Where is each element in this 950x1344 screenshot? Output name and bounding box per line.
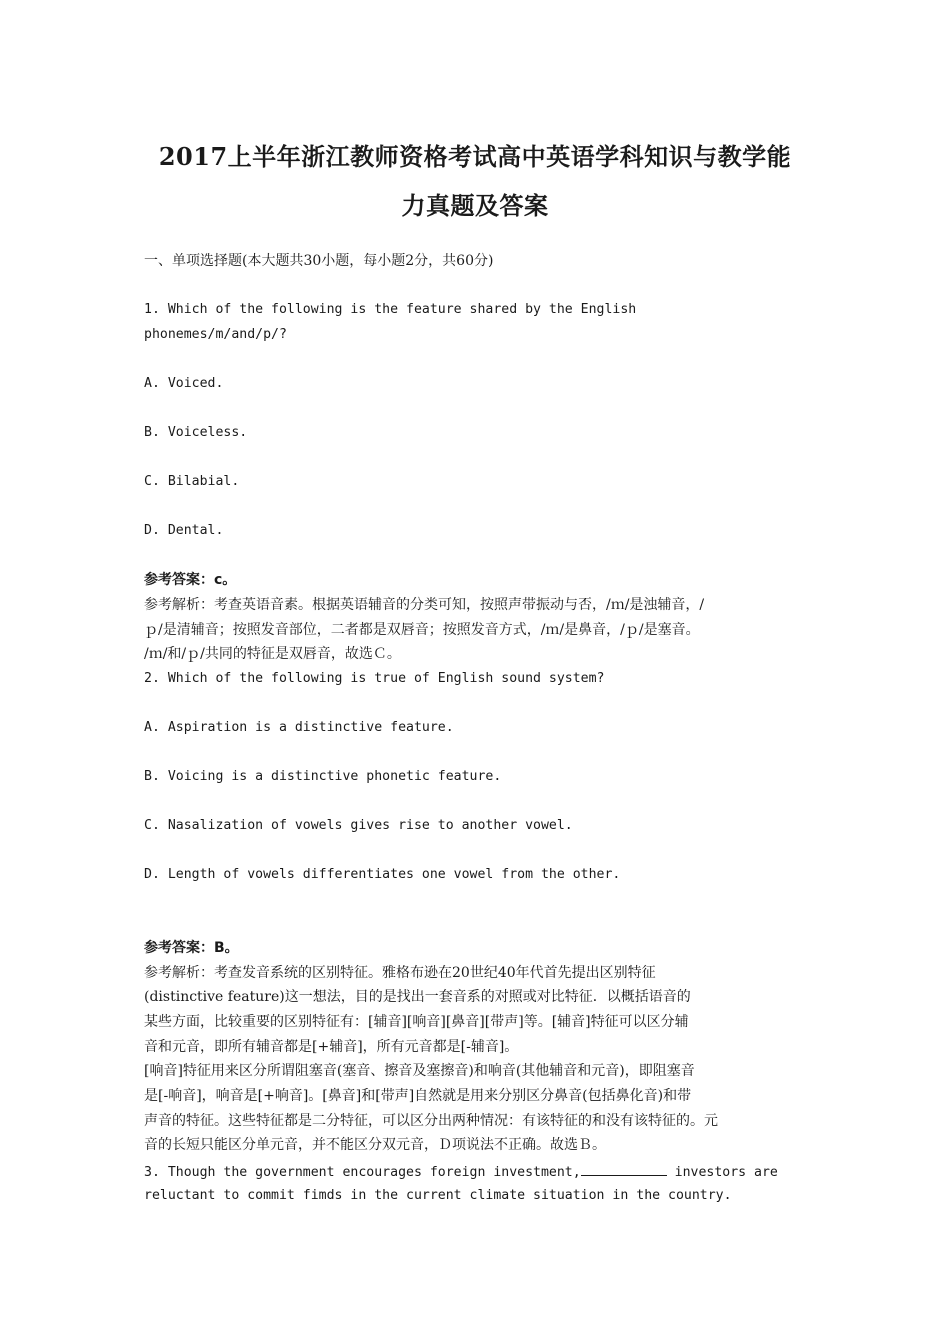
q2-analysis-line-6: 是[-响音]，响音是[+响音]。[鼻音]和[带声]自然就是用来分别区分鼻音(包括鼻化音)和带 [144, 1088, 692, 1104]
q1-answer: 参考答案：c。 [144, 572, 237, 588]
q2-analysis-line-1: 参考解析：考查发音系统的区别特征。雅格布逊在20世纪40年代首先提出区别特征 [144, 965, 656, 981]
q2-answer: 参考答案：B。 [144, 940, 239, 956]
q3-stem-part-2: investors are [666, 1165, 778, 1180]
q1-option-c: C. Bilabial. [144, 474, 240, 489]
q1-stem-line-1: 1. Which of the following is the feature shared by the English [144, 302, 637, 317]
q2-option-b: B. Voicing is a distinctive phonetic feature. [144, 769, 502, 784]
q3-stem-part-1: 3. Though the government encourages foreign investment, [144, 1165, 581, 1180]
q2-analysis-line-2: (distinctive feature)这一想法，目的是找出一套音系的对照或对比特征．以概括语音的 [144, 989, 691, 1005]
document-title-line-2: 力真题及答案 [401, 191, 549, 220]
q1-option-d: D. Dental. [144, 523, 224, 538]
q1-analysis-line-3: /ｍ/和/ｐ/共同的特征是双唇音，故选Ｃ。 [144, 646, 401, 662]
q1-analysis-line-2: ｐ/是清辅音；按照发音部位，二者都是双唇音；按照发音方式，/ｍ/是鼻音，/ｐ/是塞音。 [144, 622, 700, 638]
q2-analysis-line-3: 某些方面，比较重要的区别特征有：[辅音][响音][鼻音][带声]等。[辅音]特征可以区分辅 [144, 1014, 689, 1030]
q2-analysis-line-4: 音和元音，即所有辅音都是[+辅音]，所有元音都是[-辅音]。 [144, 1039, 519, 1055]
q3-answer-blank [581, 1162, 667, 1176]
q1-option-a: A. Voiced. [144, 376, 224, 391]
q1-analysis-line-1: 参考解析：考查英语音素。根据英语辅音的分类可知，按照声带振动与否，/ｍ/是浊辅音，/ [144, 597, 705, 613]
q2-stem: 2. Which of the following is true of English sound system? [144, 671, 605, 686]
q2-option-c: C. Nasalization of vowels gives rise to another vowel. [144, 818, 573, 833]
q2-option-a: A. Aspiration is a distinctive feature. [144, 720, 454, 735]
q2-analysis-line-7: 声音的特征。这些特征都是二分特征，可以区分出两种情况：有该特征的和没有该特征的。元 [144, 1113, 718, 1129]
document-title-line-1: 2017上半年浙江教师资格考试高中英语学科知识与教学能 [158, 142, 792, 171]
section-header: 一、单项选择题(本大题共30小题，每小题2分，共60分) [144, 253, 494, 269]
q2-option-d: D. Length of vowels differentiates one vowel from the other. [144, 867, 621, 882]
q3-stem-line-2: reluctant to commit fimds in the current climate situation in the country. [144, 1188, 732, 1203]
q1-option-b: B. Voiceless. [144, 425, 248, 440]
q2-analysis-line-5: [响音]特征用来区分所谓阻塞音(塞音、擦音及塞擦音)和响音(其他辅音和元音)，即阻塞音 [144, 1063, 695, 1079]
q3-stem-line-1 [144, 1162, 778, 1183]
q1-stem-line-2: phonemes/m/and/p/? [144, 327, 287, 342]
q2-analysis-line-8: 音的长短只能区分单元音，并不能区分双元音，Ｄ项说法不正确。故选Ｂ。 [144, 1137, 606, 1153]
